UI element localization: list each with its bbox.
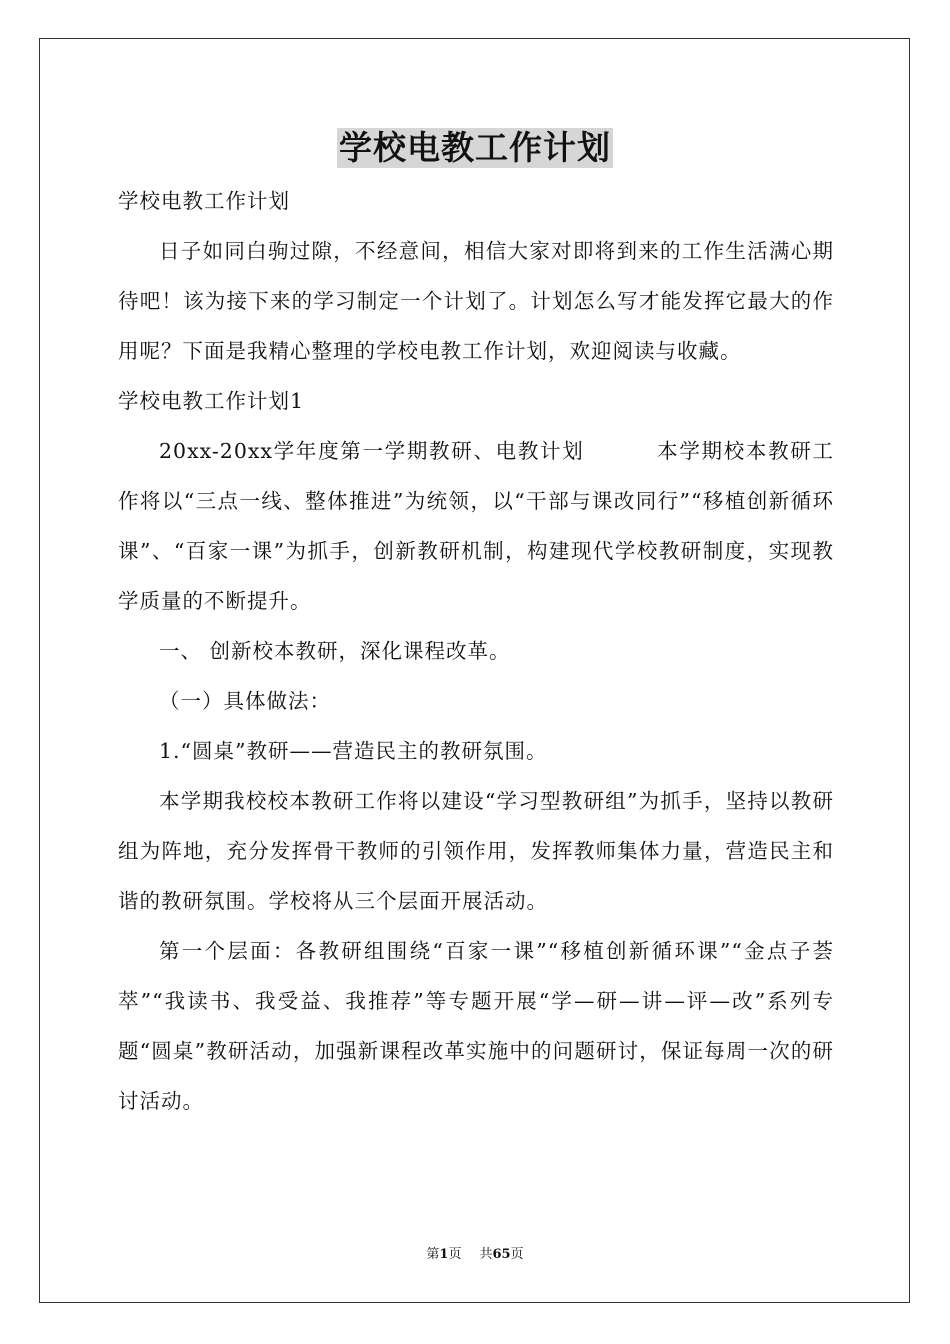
section-heading: 学校电教工作计划1 <box>118 389 305 413</box>
plan-body: 本学期校本教研工作将以“三点一线、整体推进”为统领，以“干部与课改同行”“移植创新循环课”、“百家一课”为抓手，创新教研机制，构建现代学校教研制度，实现教学质量的不断提升。 <box>118 439 835 613</box>
page-current: 1 <box>439 1247 449 1262</box>
document-body <box>118 176 834 1126</box>
heading-level-3: 1.“圆桌”教研——营造民主的教研氛围。 <box>159 739 548 763</box>
heading-level-1: 一、 创新校本教研，深化课程改革。 <box>159 639 511 663</box>
document-title: 学校电教工作计划 <box>339 128 611 167</box>
page-footer <box>0 1245 950 1265</box>
total-suffix: 页 <box>510 1247 524 1262</box>
body-paragraph: 第一个层面：各教研组围绕“百家一课”“移植创新循环课”“金点子荟萃”“我读书、我受益、我推荐”等专题开展“学—研—讲—评—改”系列专题“圆桌”教研活动，加强新课程改革实施中的问题研讨，保证每周一次的研讨活动。 <box>118 939 834 1113</box>
page-prefix: 第 <box>426 1247 440 1262</box>
plan-heading: 20xx-20xx学年度第一学期教研、电教计划 <box>159 439 585 463</box>
heading-level-2: （一）具体做法： <box>159 689 331 713</box>
page-total: 65 <box>492 1247 511 1262</box>
total-prefix: 共 <box>479 1247 493 1262</box>
intro-paragraph: 日子如同白驹过隙，不经意间，相信大家对即将到来的工作生活满心期待吧！该为接下来的学习制定一个计划了。计划怎么写才能发挥它最大的作用呢？下面是我精心整理的学校电教工作计划，欢迎阅读与收藏。 <box>118 239 834 363</box>
page-mid: 页 <box>448 1247 462 1262</box>
subtitle-paragraph: 学校电教工作计划 <box>118 189 290 213</box>
plan-paragraph <box>118 426 834 626</box>
title-container <box>0 128 950 168</box>
body-paragraph: 本学期我校校本教研工作将以建设“学习型教研组”为抓手，坚持以教研组为阵地，充分发挥骨干教师的引领作用，发挥教师集体力量，营造民主和谐的教研氛围。学校将从三个层面开展活动。 <box>118 789 834 913</box>
